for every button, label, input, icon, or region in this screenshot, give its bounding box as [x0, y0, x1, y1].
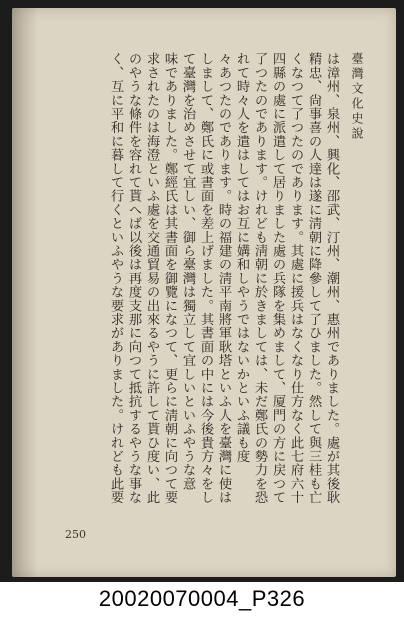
vertical-text-block [66, 52, 366, 507]
page-number: 250 [65, 528, 86, 541]
text-line: は漳州、泉州、興化、邵武、汀州、潮州、惠州でありました。處が其後耿 [324, 52, 339, 505]
text-line: れて時々人を遣はしてはお互に媾和しやうではないかといふ議も度 [234, 52, 249, 463]
text-line: 求されたのは海澄といふ處を交通貿易の出來るやうに許して貰ひ度い、此 [144, 52, 159, 505]
text-line: のやうな條件を容れて貰へば以後は再度支那に向つて抵抗するやうな事な [126, 52, 141, 505]
image-id-caption: 20020070004_P326 [98, 586, 306, 611]
book-page [12, 8, 396, 577]
text-line: 了つたのであります。けれども淸朝に於きましては、未だ鄭氏の勢力を恐 [252, 52, 267, 505]
text-line: 精忠、尙事喜の人達は遂に淸朝に降參して了ひました。然して與三桂も亡 [306, 52, 321, 505]
text-line: しまして、鄭氏に或書面を差上げました。其書面の中には今後貴方々をし [198, 52, 213, 505]
text-line: 々あつたのであります。時の福建の淸平南將軍耿塔といふ人を臺灣に使は [216, 52, 231, 505]
text-line: 味でありました。鄭經氏は其書面を御覽になつて、更らに淸朝に向つて要 [162, 52, 177, 505]
text-line: く、互に平和に暮して行くといふやうな要求がありました。けれども此要 [108, 52, 123, 505]
running-head: 臺灣文化史說 [350, 52, 364, 142]
text-line: くなつて了つたのであります。其處に援兵はなくなり仕方なく此七府六十 [288, 52, 303, 505]
page-gutter-shadow [12, 8, 38, 577]
text-line: 四縣の處に派遣して居りました處の兵隊を集めまして、厦門の方に戻つて [270, 52, 285, 505]
text-line: て臺灣を治めさせて宜しい、御ら臺灣は獨立して宜しいといふやうな意 [180, 52, 195, 491]
